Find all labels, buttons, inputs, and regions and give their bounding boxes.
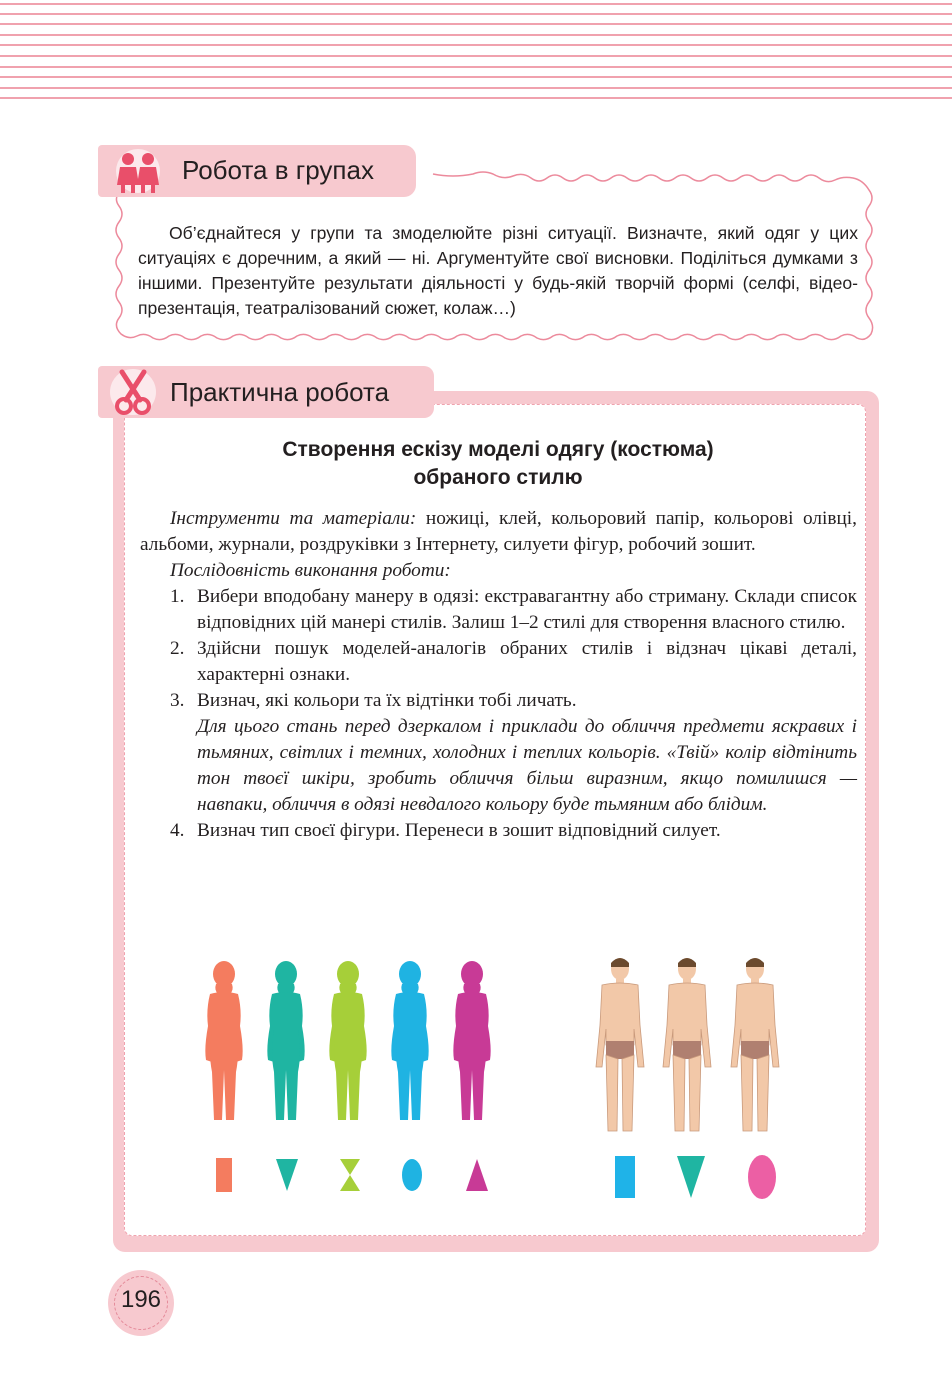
male-figure-slim (596, 958, 644, 1131)
male-figures (590, 955, 790, 1140)
group-work-text (138, 221, 858, 321)
oval-icon (402, 1159, 422, 1191)
tools-paragraph (140, 506, 857, 558)
inverted-triangle-icon (677, 1156, 705, 1198)
male-figure-stocky (731, 958, 779, 1131)
step-1: 1. Вибери вподобану манеру в одязі: екстравагантну або стриману. Склади список відповідних цій манері стилів. Залиш 1–2 стилі для створення власного стилю. (170, 586, 857, 633)
step-text: Визнач, які кольори та їх відтінки тобі личать. (197, 690, 577, 711)
task-heading-line-1: Створення ескізу моделі одягу (костюма) (282, 438, 714, 461)
step-text: Здійсни пошук моделей-аналогів обраних стилів і відзнач цікаві деталі, характерні ознаки. (197, 638, 857, 685)
step-2: 2. Здійсни пошук моделей-аналогів обраних стилів і відзнач цікаві деталі, характерні ознаки. (170, 638, 857, 685)
scissors-icon (108, 366, 158, 418)
oval-icon (748, 1155, 776, 1199)
female-figure-magenta (453, 961, 490, 1120)
triangle-icon (466, 1159, 488, 1191)
group-work-icon (108, 147, 168, 195)
ruled-lines (0, 0, 952, 100)
female-figure-coral (205, 961, 242, 1120)
rectangle-icon (615, 1156, 635, 1198)
female-shape-symbols (212, 1155, 502, 1195)
practical-work-title: Практична робота (170, 377, 390, 407)
female-figure-teal (267, 961, 304, 1120)
task-body (140, 506, 857, 844)
task-heading-line-2: обраного стилю (413, 466, 583, 489)
task-heading (140, 436, 856, 492)
step-text: Вибери вподобану манеру в одязі: екстравагантну або стриману. Склади список відповідних цій манері стилів. Залиш 1–2 стилі для створення власного стилю. (197, 586, 857, 633)
sequence-label: Послідовність виконання роботи: (170, 560, 451, 581)
group-work-paragraph: Об’єднайтеся у групи та змоделюйте різні ситуації. Визначте, який одяг у цих ситуаціях є доречним, а який — ні. Аргументуйте свої висновки. Поділіться думками з іншими. Презентуйте результати діяльності у будь-якій творчій формі (селфі, відео-презентація, театралізований сюжет, колаж…) (138, 223, 858, 318)
tools-text: ножиці, клей, кольоровий папір, кольорові олівці, альбоми, журнали, роздруківки з Інтернету, силуети фігур, робочий зошит. (140, 508, 857, 555)
steps-list (140, 584, 857, 844)
step-3: 3. Визнач, які кольори та їх відтінки тобі личать. Для цього стань перед дзеркалом і приклади до обличчя предмети яскравих і тьмяних, світлих і темних, холодних і теплих кольорів. «Твій» колір відтінить тон твоєї шкіри, зробить обличчя більш виразним, якщо помилишся — навпаки, обличчя в одязі невдалого кольору буде тьмяним або блідим. (170, 688, 857, 818)
female-figure-blue (391, 961, 428, 1120)
female-figure-green (329, 961, 366, 1120)
female-silhouettes (200, 960, 500, 1140)
inverted-triangle-icon (276, 1159, 298, 1191)
rectangle-icon (216, 1158, 232, 1192)
page-number: 196 (120, 1286, 162, 1313)
tools-label: Інструменти та матеріали: (170, 508, 417, 529)
group-work-title: Робота в групах (182, 155, 374, 185)
step-note: Для цього стань перед дзеркалом і приклади до обличчя предмети яскравих і тьмяних, світлих і темних, холодних і теплих кольорів. «Твій» колір відтінить тон твоєї шкіри, зробить обличчя більш виразним, якщо помилишся — навпаки, обличчя в одязі невдалого кольору буде тьмяним або блідим. (197, 716, 857, 815)
step-4: 4. Визнач тип своєї фігури. Перенеси в зошит відповідний силует. (170, 820, 721, 841)
step-text: Визнач тип своєї фігури. Перенеси в зошит відповідний силует. (197, 820, 721, 841)
hourglass-icon (340, 1159, 360, 1191)
male-figure-athletic (663, 958, 711, 1131)
male-shape-symbols (605, 1152, 785, 1202)
